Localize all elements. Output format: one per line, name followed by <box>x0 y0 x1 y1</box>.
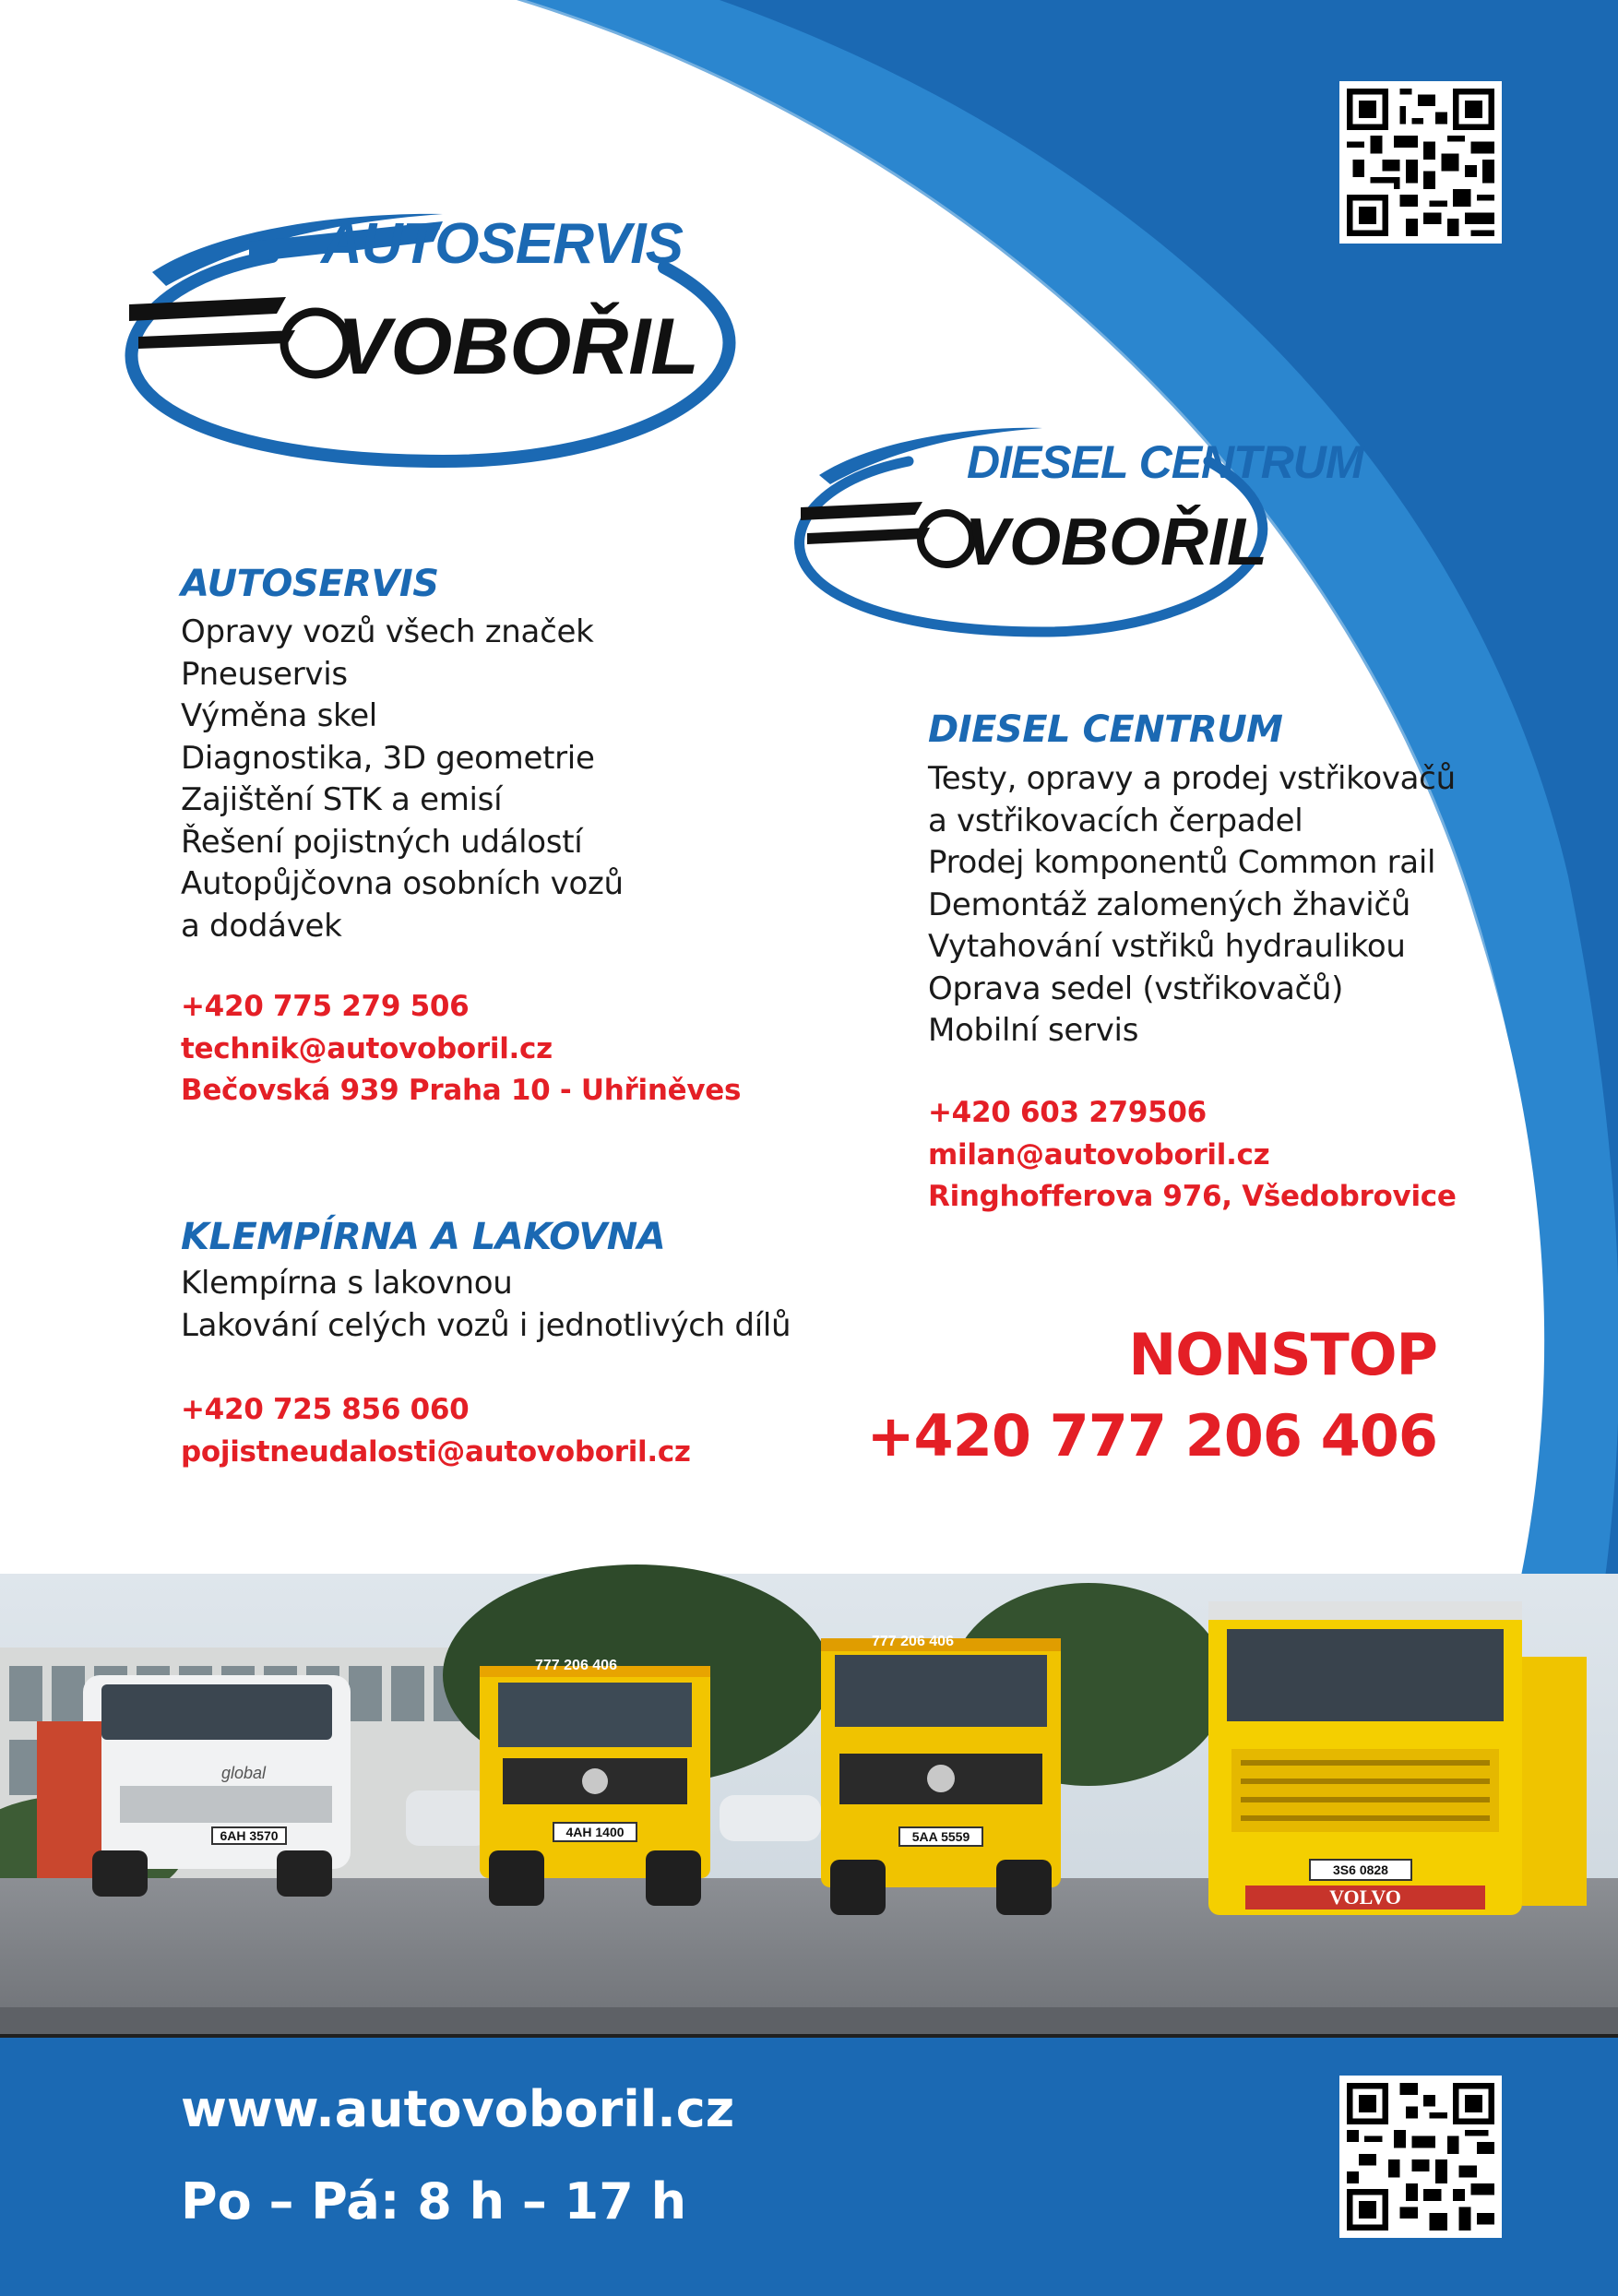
opening-hours: Po – Pá: 8 h – 17 h <box>181 2172 687 2231</box>
diesel-title: DIESEL CENTRUM <box>928 708 1283 751</box>
service-item: Výměna skel <box>181 697 377 734</box>
service-item: Vytahování vstřiků hydraulikou <box>928 928 1406 965</box>
klempirna-phone[interactable]: +420 725 856 060 <box>181 1393 470 1426</box>
service-item: Mobilní servis <box>928 1012 1139 1049</box>
diesel-logo-name: VOBOŘIL <box>965 506 1268 579</box>
service-item: Testy, opravy a prodej vstřikovačů <box>928 760 1456 797</box>
diesel-address: Ringhofferova 976, Všedobrovice <box>928 1180 1457 1213</box>
service-item: Oprava sedel (vstřikovačů) <box>928 970 1344 1007</box>
plate-1: 6AH 3570 <box>220 1828 279 1843</box>
autoservis-logo <box>111 184 775 475</box>
qr-code-top <box>1339 81 1502 244</box>
service-item: Diagnostika, 3D geometrie <box>181 739 595 777</box>
van-badge: global <box>221 1764 267 1782</box>
diesel-contacts <box>928 1092 1457 1219</box>
qr-code-icon <box>1347 2083 1494 2231</box>
cab-number-2: 777 206 406 <box>872 1634 954 1649</box>
plate-4: 3S6 0828 <box>1333 1862 1388 1877</box>
autoservis-logo-name: VOBOŘIL <box>338 303 699 391</box>
service-item: Demontáž zalomených žhavičů <box>928 886 1411 923</box>
footer-divider <box>0 2034 1618 2071</box>
klempirna-contacts <box>181 1389 691 1473</box>
service-item: Prodej komponentů Common rail <box>928 844 1436 881</box>
volvo-lettering: VOLVO <box>1329 1886 1401 1909</box>
diesel-services <box>928 758 1456 1053</box>
nonstop-phone[interactable]: +420 777 206 406 <box>866 1402 1437 1469</box>
tow-trucks-photo <box>0 1574 1618 2036</box>
diesel-logo-title: DIESEL CENTRUM <box>967 436 1363 488</box>
klempirna-services <box>181 1263 791 1347</box>
cab-number-1: 777 206 406 <box>535 1658 617 1673</box>
autoservis-address: Bečovská 939 Praha 10 - Uhřiněves <box>181 1074 742 1107</box>
service-item: Pneuservis <box>181 655 348 693</box>
autoservis-phone[interactable]: +420 775 279 506 <box>181 990 470 1023</box>
klempirna-title: KLEMPÍRNA A LAKOVNA <box>181 1216 666 1258</box>
nonstop-label: NONSTOP <box>1128 1321 1437 1388</box>
qr-code-bottom <box>1339 2076 1502 2238</box>
diesel-email[interactable]: milan@autovoboril.cz <box>928 1137 1270 1172</box>
autoservis-email[interactable]: technik@autovoboril.cz <box>181 1031 553 1065</box>
service-item: Lakování celých vozů i jednotlivých dílů <box>181 1306 791 1344</box>
autoservis-contacts <box>181 986 741 1112</box>
autoservis-services <box>181 612 624 947</box>
klempirna-email[interactable]: pojistneudalosti@autovoboril.cz <box>181 1434 691 1469</box>
service-item: Řešení pojistných událostí <box>181 823 583 861</box>
website-link[interactable]: www.autovoboril.cz <box>181 2080 735 2138</box>
plate-3: 5AA 5559 <box>911 1829 970 1844</box>
qr-code-icon <box>1347 89 1494 236</box>
autoservis-logo-title: AUTOSERVIS <box>321 212 683 276</box>
service-item: Klempírna s lakovnou <box>181 1265 513 1302</box>
service-item: Opravy vozů všech značek <box>181 613 594 650</box>
tow-trucks-illustration <box>0 1574 1618 2036</box>
service-item: a dodávek <box>181 907 342 945</box>
service-item: Zajištění STK a emisí <box>181 781 503 818</box>
diesel-centrum-logo <box>784 397 1363 646</box>
service-item: a vstřikovacích čerpadel <box>928 802 1303 839</box>
autoservis-title: AUTOSERVIS <box>181 563 439 605</box>
service-item: Autopůjčovna osobních vozů <box>181 865 624 902</box>
diesel-phone[interactable]: +420 603 279506 <box>928 1096 1207 1129</box>
plate-2: 4AH 1400 <box>565 1825 625 1839</box>
